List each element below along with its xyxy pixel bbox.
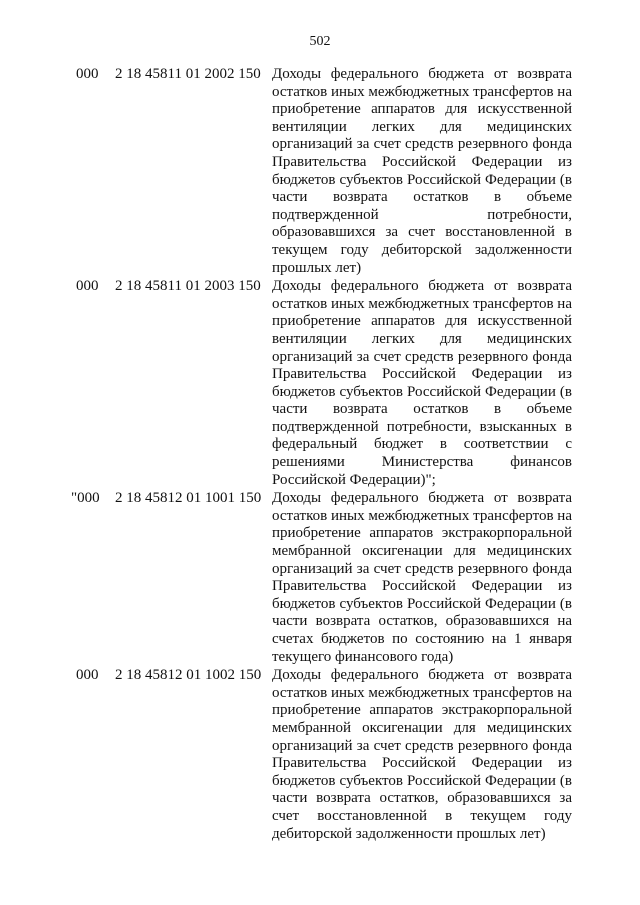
description-line: Правительства Российской Федерации из [272,578,572,595]
description-line: Доходы федерального бюджета от возврата [272,66,572,82]
description-line: остатков иных межбюджетных трансфертов на [272,83,572,100]
description-line: части возврата остатков, образовавшихся на [272,613,572,630]
entry-description [272,490,572,666]
budget-classification-code: 2 18 45811 01 2003 150 [115,278,261,295]
description-line: бюджетов субъектов Российской Федерации (в [272,383,572,400]
description-line: Правительства Российской Федерации из [272,755,572,772]
description-line: федеральный бюджет в соответствии с [272,436,572,453]
description-line: приобретение аппаратов экстракорпоральной [272,702,572,719]
description-line: организаций за счет средств резервного фонда [272,560,572,577]
description-line: организаций за счет средств резервного фонда [272,348,572,365]
budget-classification-code: 2 18 45812 01 1001 150 [115,490,262,507]
description-line: организаций за счет средств резервного фонда [272,737,572,754]
description-line: части возврата остатков в объеме [272,189,572,206]
description-line: остатков иных межбюджетных трансфертов на [272,295,572,312]
description-line: Правительства Российской Федерации из [272,153,572,170]
budget-entry [0,667,640,843]
admin-code: 000 [76,667,99,684]
description-line: приобретение аппаратов экстракорпоральной [272,525,572,542]
description-line: дебиторской задолженности прошлых лет) [272,825,546,842]
description-line: решениями Министерства финансов [272,454,572,471]
description-line: текущем году дебиторской задолженности [272,241,572,258]
description-line: Российской Федерации)"; [272,471,436,488]
description-line: части возврата остатков, образовавшихся за [272,790,572,807]
description-line: вентиляции легких для медицинских [272,118,572,135]
description-line: части возврата остатков в объеме [272,401,572,418]
description-line: бюджетов субъектов Российской Федерации (в [272,595,572,612]
description-line: приобретение аппаратов для искусственной [272,313,572,330]
entry-description [272,278,572,489]
description-line: Доходы федерального бюджета от возврата [272,667,572,684]
description-line: остатков иных межбюджетных трансфертов на [272,507,572,524]
description-line: организаций за счет средств резервного фонда [272,136,572,153]
description-line: прошлых лет) [272,259,362,276]
description-line: Доходы федерального бюджета от возврата [272,278,572,295]
description-line: бюджетов субъектов Российской Федерации (в [272,171,572,188]
description-line: подтвержденной потребности, [272,206,572,223]
description-line: приобретение аппаратов для искусственной [272,101,572,118]
description-line: Доходы федерального бюджета от возврата [272,490,572,507]
description-line: остатков иных межбюджетных трансфертов на [272,684,572,701]
budget-entry [0,490,640,666]
entry-description [272,66,572,277]
budget-entry [0,66,640,277]
entry-description [272,667,572,843]
description-line: Правительства Российской Федерации из [272,366,572,383]
budget-code-list [0,66,640,843]
description-line: вентиляции легких для медицинских [272,330,572,347]
admin-code: 000 [76,278,99,295]
page-number: 502 [309,34,331,49]
description-line: подтвержденной потребности, взысканных в [272,418,572,435]
description-line: бюджетов субъектов Российской Федерации (в [272,772,572,789]
budget-entry [0,278,640,489]
description-line: счетах бюджетов по состоянию на 1 января [272,631,572,647]
admin-code: "000 [71,490,100,507]
description-line: мембранной оксигенации для медицинских [272,543,572,560]
description-line: счет восстановленной в текущем году [272,807,572,824]
admin-code: 000 [76,66,99,82]
budget-classification-code: 2 18 45812 01 1002 150 [115,667,262,684]
description-line: мембранной оксигенации для медицинских [272,719,572,736]
description-line: образовавшихся за счет восстановленной в [272,224,572,241]
budget-classification-code: 2 18 45811 01 2002 150 [115,66,261,82]
description-line: текущего финансового года) [272,648,454,665]
